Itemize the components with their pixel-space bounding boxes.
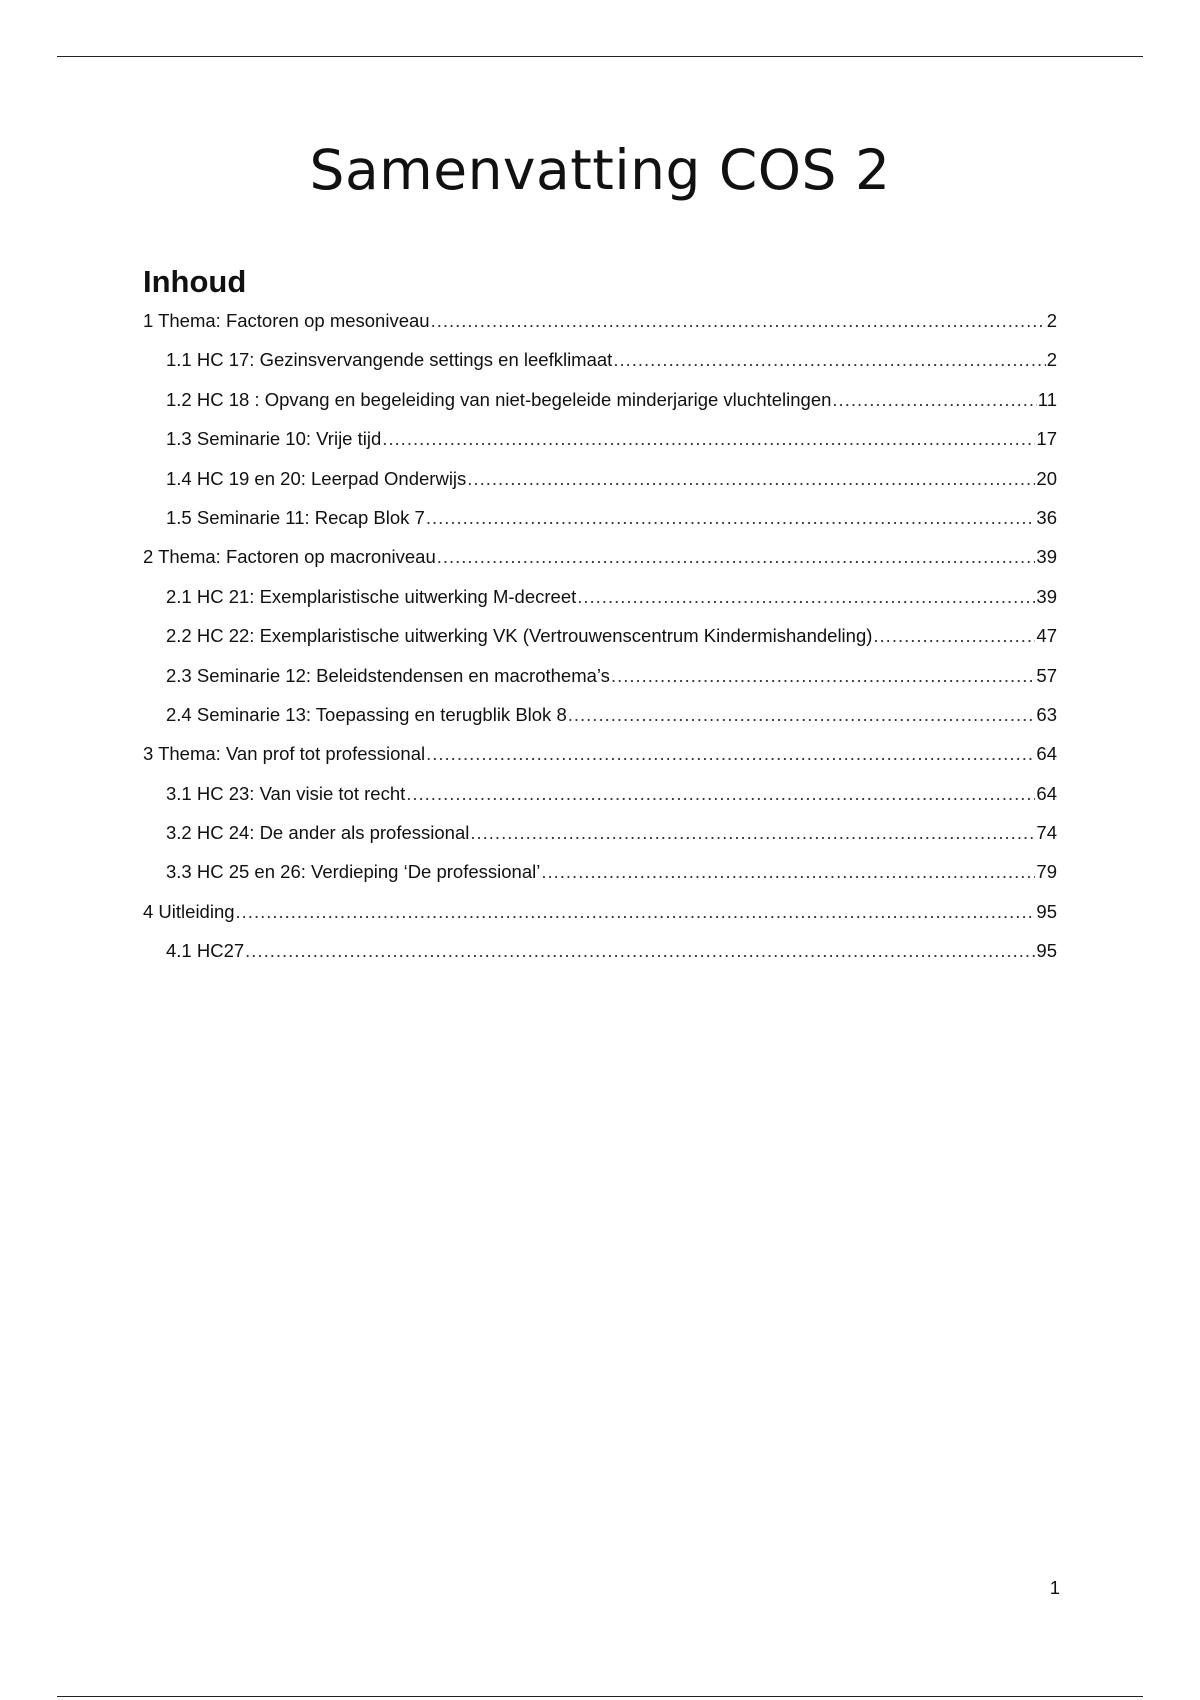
toc-entry-label: 1.3 Seminarie 10: Vrije tijd [166, 428, 382, 450]
dot-leader [431, 310, 1046, 332]
toc-entry-page: 63 [1036, 703, 1057, 725]
toc-entry[interactable] [143, 743, 1057, 782]
toc-entry-page: 2 [1046, 310, 1057, 331]
toc-entry-page: 95 [1036, 900, 1057, 922]
dot-leader [577, 586, 1035, 608]
toc-entry[interactable] [143, 389, 1057, 428]
toc-entry-label: 2 Thema: Factoren op macroniveau [143, 546, 436, 568]
toc-entry-label: 3.2 HC 24: De ander als professional [166, 822, 470, 844]
toc-entry-label: 1 Thema: Factoren op mesoniveau [143, 310, 430, 331]
dot-leader [426, 743, 1035, 765]
dot-leader [406, 783, 1035, 805]
toc-entry-label: 4.1 HC27 [166, 940, 245, 962]
toc-entry-page: 57 [1036, 664, 1057, 686]
toc-entry-label: 3 Thema: Van prof tot professional [143, 743, 426, 765]
toc-entry[interactable] [143, 940, 1057, 979]
toc-entry-label: 2.2 HC 22: Exemplaristische uitwerking VK (Vertrouwenscentrum Kindermishandeling) [166, 625, 873, 647]
page-number: 1 [1049, 1577, 1060, 1598]
dot-leader [245, 940, 1035, 962]
toc-heading: Inhoud [143, 264, 247, 299]
toc-entry-label: 1.5 Seminarie 11: Recap Blok 7 [166, 506, 425, 528]
toc-entry[interactable] [143, 861, 1057, 900]
toc-entry[interactable] [143, 704, 1057, 743]
dot-leader [382, 428, 1035, 450]
dot-leader [541, 861, 1035, 883]
dot-leader [470, 822, 1035, 844]
toc-entry-label: 4 Uitleiding [143, 900, 235, 922]
toc-entry[interactable] [143, 507, 1057, 546]
dot-leader [613, 349, 1045, 371]
footer-rule [57, 1696, 1143, 1697]
toc-entry-page: 2 [1046, 349, 1057, 371]
toc-entry[interactable] [143, 783, 1057, 822]
dot-leader [873, 625, 1035, 647]
dot-leader [236, 901, 1036, 923]
toc-entry[interactable] [143, 468, 1057, 507]
toc-entry[interactable] [143, 625, 1057, 664]
dot-leader [437, 546, 1036, 568]
toc-entry[interactable] [143, 349, 1057, 388]
toc-entry-label: 2.3 Seminarie 12: Beleidstendensen en macrothema’s [166, 664, 610, 686]
toc-entry-label: 2.1 HC 21: Exemplaristische uitwerking M-decreet [166, 585, 577, 607]
toc-entry-page: 39 [1036, 546, 1057, 568]
toc-entry-page: 11 [1037, 388, 1057, 410]
toc-entry-page: 64 [1036, 743, 1057, 765]
toc-entry-page: 36 [1036, 506, 1057, 528]
toc-entry-label: 3.1 HC 23: Van visie tot recht [166, 782, 406, 804]
toc-entry-page: 39 [1036, 585, 1057, 607]
toc-entry[interactable] [143, 901, 1057, 940]
toc-entry[interactable] [143, 546, 1057, 585]
toc-entry[interactable] [143, 586, 1057, 625]
toc-entry-page: 95 [1036, 940, 1057, 962]
toc-entry-label: 3.3 HC 25 en 26: Verdieping ‘De professional’ [166, 861, 541, 883]
toc-entry[interactable] [143, 822, 1057, 861]
table-of-contents [143, 310, 1057, 980]
toc-entry-page: 20 [1036, 467, 1057, 489]
toc-entry[interactable] [143, 665, 1057, 704]
dot-leader [568, 704, 1036, 726]
toc-entry-label: 2.4 Seminarie 13: Toepassing en terugblik Blok 8 [166, 703, 567, 725]
toc-entry-page: 64 [1036, 782, 1057, 804]
toc-entry-page: 74 [1036, 822, 1057, 844]
toc-entry-page: 17 [1036, 428, 1057, 450]
toc-entry-page: 79 [1036, 861, 1057, 883]
toc-entry-page: 47 [1036, 625, 1057, 647]
toc-entry-label: 1.1 HC 17: Gezinsvervangende settings en leefklimaat [166, 349, 613, 371]
header-rule [57, 56, 1143, 57]
dot-leader [426, 507, 1036, 529]
dot-leader [467, 468, 1035, 490]
document-title: Samenvatting COS 2 [309, 138, 891, 202]
dot-leader [832, 389, 1036, 411]
toc-entry-label: 1.2 HC 18 : Opvang en begeleiding van niet-begeleide minderjarige vluchtelingen [166, 388, 832, 410]
toc-entry-label: 1.4 HC 19 en 20: Leerpad Onderwijs [166, 467, 467, 489]
dot-leader [611, 665, 1035, 687]
toc-entry[interactable] [143, 428, 1057, 467]
toc-entry[interactable] [143, 310, 1057, 349]
